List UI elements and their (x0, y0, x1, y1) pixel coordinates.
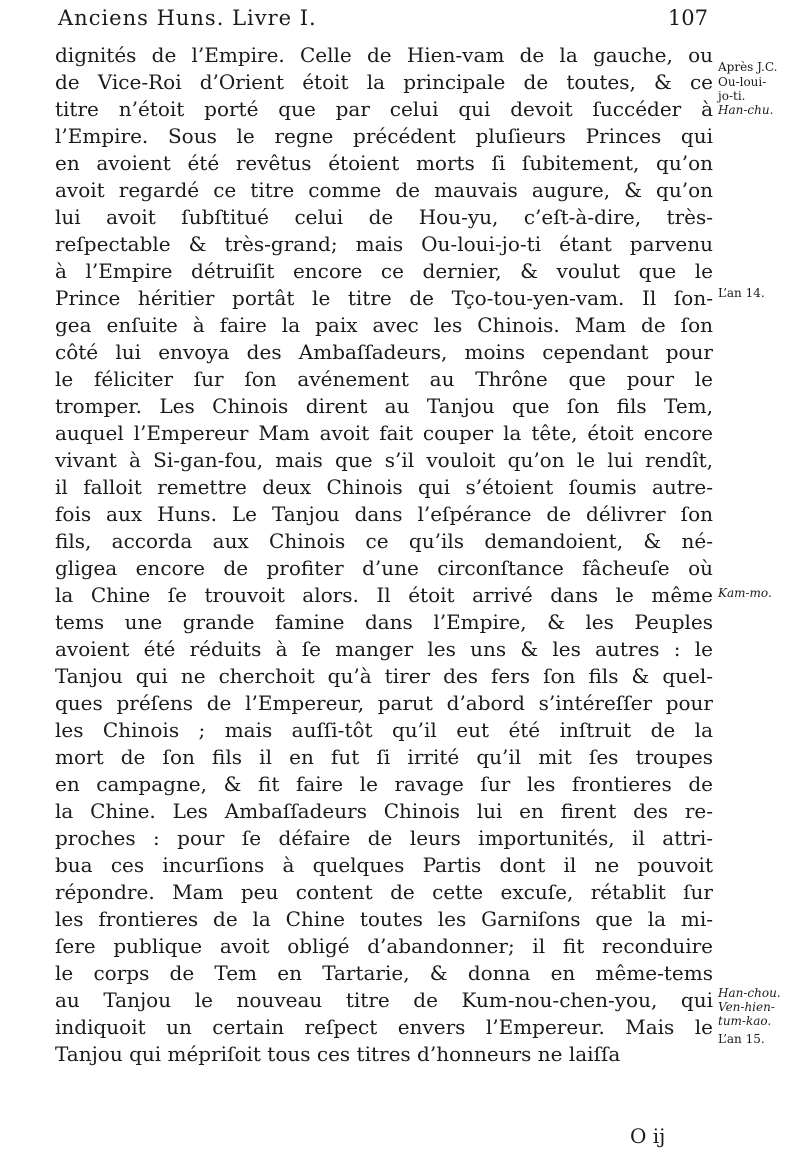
margin-note: Ou-loui- (718, 75, 767, 89)
text-line: avoit regardé ce titre comme de mauvais augure, & qu’on (55, 178, 713, 202)
text-line: de Vice-Roi d’Orient étoit la principale de toutes, & ce (55, 70, 713, 94)
margin-note: tum-kao. (718, 1014, 772, 1028)
running-title: Anciens Huns. Livre I. (58, 6, 317, 30)
text-line: gligea encore de profiter d’une circonſtance fâcheuſe où (55, 556, 713, 580)
text-line: la Chine ſe trouvoit alors. Il étoit arrivé dans le même (55, 583, 713, 607)
text-line: la Chine. Les Ambaſſadeurs Chinois lui en firent des re- (55, 799, 713, 823)
text-line: fils, accorda aux Chinois ce qu’ils demandoient, & né- (55, 529, 713, 553)
text-line: répondre. Mam peu content de cette excuſe, rétablit ſur (55, 880, 713, 904)
text-line: les Chinois ; mais auſſi-tôt qu’il eut été inſtruit de la (55, 718, 713, 742)
margin-note: L’an 15. (718, 1032, 765, 1046)
text-line: Tanjou qui mépriſoit tous ces titres d’honneurs ne laiſſa (55, 1042, 621, 1066)
text-line: les frontieres de la Chine toutes les Garniſons que la mi- (55, 907, 713, 931)
text-line: en avoient été revêtus étoient morts ſi ſubitement, qu’on (55, 151, 713, 175)
text-line: l’Empire. Sous le regne précédent pluſieurs Princes qui (55, 124, 713, 148)
text-line: en campagne, & fit faire le ravage ſur les frontieres de (55, 772, 713, 796)
margin-note: Han-chu. (718, 103, 774, 117)
text-line: dignités de l’Empire. Celle de Hien-vam de la gauche, ou (55, 43, 713, 67)
text-line: au Tanjou le nouveau titre de Kum-nou-chen-you, qui (55, 988, 713, 1012)
text-line: il falloit remettre deux Chinois qui s’étoient ſoumis autre- (55, 475, 713, 499)
margin-note: Kam-mo. (718, 586, 772, 600)
text-line: gea enſuite à faire la paix avec les Chinois. Mam de ſon (55, 313, 713, 337)
text-line: bua ces incurſions à quelques Partis dont il ne pouvoit (55, 853, 713, 877)
text-line: Tanjou qui ne cherchoit qu’à tirer des fers ſon fils & quel- (55, 664, 713, 688)
text-line: mort de ſon fils il en fut ſi irrité qu’il mit ſes troupes (55, 745, 713, 769)
text-line: proches : pour ſe défaire de leurs importunités, il attri- (55, 826, 713, 850)
margin-note: Ven-hien- (718, 1000, 775, 1014)
text-line: lui avoit ſubſtitué celui de Hou-yu, c’eſt-à-dire, très- (55, 205, 713, 229)
page-number: 107 (667, 6, 708, 30)
text-line: ſere publique avoit obligé d’abandonner; il fit reconduire (55, 934, 713, 958)
text-line: tems une grande famine dans l’Empire, & les Peuples (55, 610, 713, 634)
text-line: auquel l’Empereur Mam avoit fait couper la tête, étoit encore (55, 421, 713, 445)
signature-mark: O ij (630, 1124, 666, 1148)
text-line: à l’Empire détruiſit encore ce dernier, & voulut que le (55, 259, 713, 283)
text-line: le féliciter ſur ſon avénement au Thrône que pour le (55, 367, 713, 391)
text-line: Prince héritier portât le titre de Tço-tou-yen-vam. Il ſon- (55, 286, 713, 310)
text-line: côté lui envoya des Ambaſſadeurs, moins cependant pour (55, 340, 713, 364)
margin-note: Après J.C. (718, 60, 778, 74)
margin-note: L’an 14. (718, 286, 765, 300)
text-line: le corps de Tem en Tartarie, & donna en même-tems (55, 961, 713, 985)
margin-note: jo-ti. (718, 89, 746, 103)
text-line: reſpectable & très-grand; mais Ou-loui-jo-ti étant parvenu (55, 232, 713, 256)
text-line: ques préſens de l’Empereur, parut d’abord s’intéreſſer pour (55, 691, 713, 715)
text-line: titre n’étoit porté que par celui qui devoit ſuccéder à (55, 97, 713, 121)
text-line: tromper. Les Chinois dirent au Tanjou que ſon fils Tem, (55, 394, 713, 418)
text-line: vivant à Si-gan-fou, mais que s’il vouloit qu’on le lui rendît, (55, 448, 713, 472)
margin-note: Han-chou. (718, 986, 781, 1000)
text-line: indiquoit un certain reſpect envers l’Empereur. Mais le (55, 1015, 713, 1039)
text-line: avoient été réduits à ſe manger les uns & les autres : le (55, 637, 713, 661)
text-line: fois aux Huns. Le Tanjou dans l’eſpérance de délivrer ſon (55, 502, 713, 526)
